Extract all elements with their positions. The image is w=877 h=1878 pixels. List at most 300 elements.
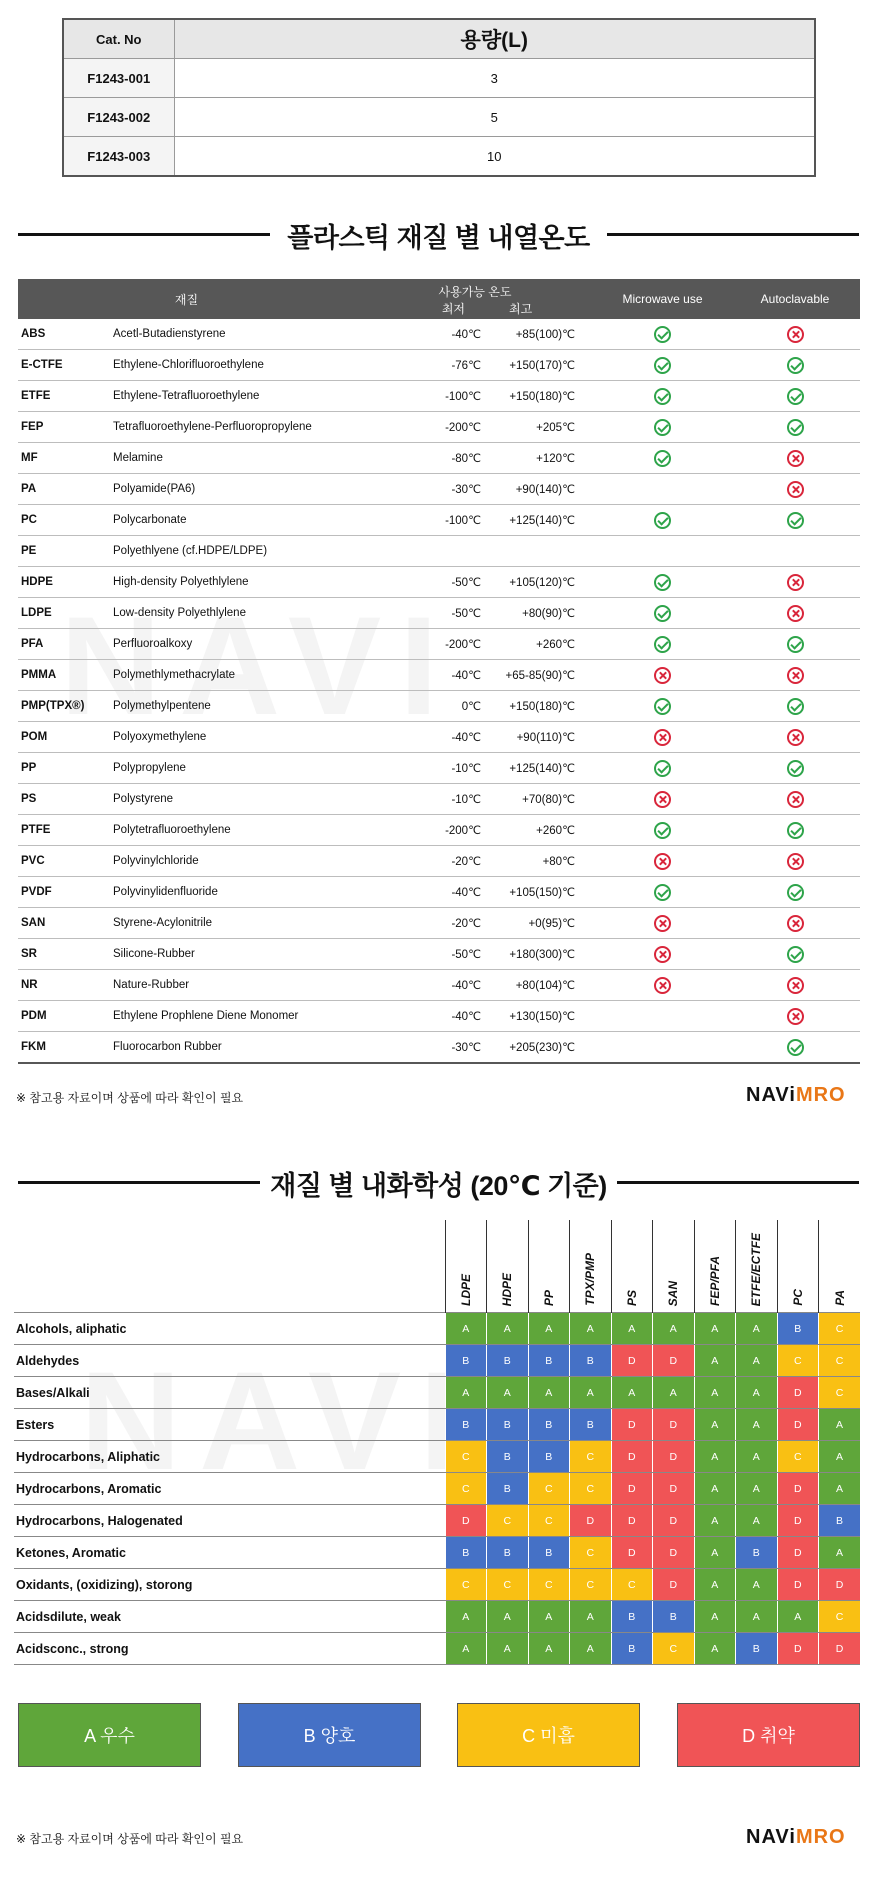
heat-row [18,598,860,629]
material-name: Ethylene-Chlorifluoroethylene [113,350,355,381]
grade-cell: C [777,1345,819,1377]
material-abbr: PE [18,536,113,567]
check-icon [787,760,804,777]
material-name: Polyethlyene (cf.HDPE/LDPE) [113,536,355,567]
material-abbr: SR [18,939,113,970]
cross-icon [787,481,804,498]
microwave-cell [595,691,730,722]
cat-no-cell: F1243-001 [63,59,174,98]
autoclave-cell [730,784,860,815]
grade-cell: C [570,1441,612,1473]
material-abbr: ABS [18,319,113,350]
grade-cell: C [528,1569,570,1601]
grade-cell: D [777,1409,819,1441]
grade-cell: A [611,1377,653,1409]
check-icon [787,636,804,653]
min-temp: 0℃ [355,691,487,722]
grade-cell: C [819,1345,861,1377]
heat-row [18,970,860,1001]
check-icon [654,760,671,777]
chem-column-header [819,1220,861,1313]
check-icon [654,357,671,374]
microwave-cell [595,1001,730,1032]
grade-cell: B [611,1633,653,1665]
microwave-cell [595,753,730,784]
check-icon [654,698,671,715]
heat-row [18,877,860,908]
check-icon [787,822,804,839]
chemical-label: Hydrocarbons, Halogenated [14,1505,445,1537]
chemical-label: Ketones, Aromatic [14,1537,445,1569]
autoclave-cell [730,660,860,691]
autoclave-cell [730,846,860,877]
check-icon [654,388,671,405]
min-temp: -76℃ [355,350,487,381]
max-temp: +125(140)℃ [487,505,595,536]
grade-cell: A [570,1633,612,1665]
legend-grade-a: A 우수 [18,1703,201,1767]
material-abbr: PVC [18,846,113,877]
heat-row [18,846,860,877]
material-name: Silicone-Rubber [113,939,355,970]
chem-row [14,1601,860,1633]
material-name: Polystyrene [113,784,355,815]
cat-no-cell: F1243-002 [63,98,174,137]
grade-cell: C [445,1441,487,1473]
min-temp: -200℃ [355,815,487,846]
grade-cell: D [611,1473,653,1505]
grade-cell: D [653,1505,695,1537]
material-header: 재질 [18,279,355,319]
microwave-cell [595,846,730,877]
capacity-cell: 10 [174,137,815,177]
grade-cell: C [819,1377,861,1409]
material-abbr: POM [18,722,113,753]
max-temp: +70(80)℃ [487,784,595,815]
cross-icon [654,853,671,870]
grade-cell: A [570,1313,612,1345]
grade-cell: A [694,1377,736,1409]
min-temp: -10℃ [355,753,487,784]
grade-cell: B [570,1345,612,1377]
autoclave-cell [730,598,860,629]
check-icon [787,946,804,963]
min-temp: -30℃ [355,474,487,505]
grade-cell: A [487,1313,529,1345]
min-temp: -50℃ [355,598,487,629]
min-label: 최저 [441,302,465,316]
chem-row [14,1537,860,1569]
min-temp: -40℃ [355,1001,487,1032]
material-name: Acetl-Butadienstyrene [113,319,355,350]
min-temp [355,536,487,567]
material-abbr: PS [18,784,113,815]
heat-row [18,567,860,598]
cross-icon [654,791,671,808]
microwave-cell [595,319,730,350]
grade-cell: C [445,1473,487,1505]
min-temp: -80℃ [355,443,487,474]
heat-row [18,722,860,753]
heat-row [18,536,860,567]
max-temp: +150(180)℃ [487,381,595,412]
check-icon [654,574,671,591]
grade-cell: B [487,1409,529,1441]
cross-icon [787,605,804,622]
grade-cell: C [819,1601,861,1633]
material-name: Nature-Rubber [113,970,355,1001]
chem-column-label: PS [624,1289,639,1306]
cat-row [63,98,815,137]
chem-column-label: HDPE [500,1272,515,1306]
cross-icon [787,977,804,994]
grade-cell: B [487,1441,529,1473]
cat-no-cell: F1243-003 [63,137,174,177]
max-label: 최고 [509,302,533,316]
check-icon [787,357,804,374]
material-abbr: PDM [18,1001,113,1032]
autoclave-cell [730,908,860,939]
material-name: Polyvinylidenfluoride [113,877,355,908]
cross-icon [787,853,804,870]
chemical-label: Oxidants, (oxidizing), storong [14,1569,445,1601]
microwave-cell [595,350,730,381]
grade-cell: A [694,1569,736,1601]
chem-row [14,1633,860,1665]
cat-row [63,59,815,98]
autoclave-cell [730,412,860,443]
capacity-cell: 5 [174,98,815,137]
grade-cell: B [528,1537,570,1569]
grade-cell: A [445,1313,487,1345]
grade-cell: A [736,1473,778,1505]
chemical-resistance-table [14,1220,860,1665]
heat-section-heading [18,212,859,256]
min-temp: -40℃ [355,722,487,753]
microwave-cell [595,939,730,970]
grade-cell: C [487,1505,529,1537]
material-abbr: E-CTFE [18,350,113,381]
material-abbr: PTFE [18,815,113,846]
heat-row [18,1001,860,1032]
grade-cell: A [487,1377,529,1409]
check-icon [787,698,804,715]
grade-cell: A [694,1537,736,1569]
chemical-label: Acidsconc., strong [14,1633,445,1665]
grade-cell: A [487,1633,529,1665]
min-temp: -40℃ [355,877,487,908]
chemical-label: Hydrocarbons, Aliphatic [14,1441,445,1473]
grade-cell: B [487,1473,529,1505]
microwave-cell [595,660,730,691]
microwave-cell [595,784,730,815]
grade-cell: A [736,1505,778,1537]
grade-cell: A [694,1601,736,1633]
material-name: Fluorocarbon Rubber [113,1032,355,1064]
grade-cell: B [487,1537,529,1569]
legend-grade-b: B 양호 [238,1703,421,1767]
heat-row [18,691,860,722]
grade-cell: A [445,1377,487,1409]
check-icon [654,636,671,653]
grade-cell: D [611,1537,653,1569]
chemical-label: Acidsdilute, weak [14,1601,445,1633]
grade-cell: A [694,1441,736,1473]
cross-icon [787,450,804,467]
material-abbr: PVDF [18,877,113,908]
grade-cell: A [777,1601,819,1633]
min-temp: -20℃ [355,908,487,939]
material-name: Styrene-Acylonitrile [113,908,355,939]
material-name: High-density Polyethlylene [113,567,355,598]
grade-cell: A [819,1473,861,1505]
material-name: Polyvinylchloride [113,846,355,877]
grade-cell: A [736,1313,778,1345]
max-temp: +120℃ [487,443,595,474]
check-icon [654,450,671,467]
check-icon [787,419,804,436]
grade-cell: D [777,1633,819,1665]
autoclave-cell [730,319,860,350]
heat-row [18,1032,860,1064]
chemical-label: Hydrocarbons, Aromatic [14,1473,445,1505]
material-abbr: PMP(TPX®) [18,691,113,722]
min-temp: -40℃ [355,660,487,691]
grade-cell: B [736,1537,778,1569]
autoclave-cell [730,350,860,381]
grade-cell: B [445,1409,487,1441]
grade-cell: D [611,1345,653,1377]
grade-cell: D [777,1537,819,1569]
grade-cell: C [819,1313,861,1345]
max-temp: +260℃ [487,629,595,660]
check-icon [787,1039,804,1056]
min-temp: -200℃ [355,412,487,443]
max-temp: +205(230)℃ [487,1032,595,1064]
material-abbr: MF [18,443,113,474]
grade-cell: C [570,1473,612,1505]
min-temp: -100℃ [355,381,487,412]
grade-cell: B [611,1601,653,1633]
microwave-cell [595,381,730,412]
grade-cell: D [653,1537,695,1569]
material-abbr: FKM [18,1032,113,1064]
grade-cell: C [487,1569,529,1601]
heat-row [18,381,860,412]
chem-note: ※ 참고용 자료이며 상품에 따라 확인이 필요 [16,1832,244,1846]
min-temp: -100℃ [355,505,487,536]
grade-cell: B [487,1345,529,1377]
autoclave-cell [730,939,860,970]
grade-cell: C [653,1633,695,1665]
microwave-cell [595,567,730,598]
autoclave-cell [730,722,860,753]
material-abbr: ETFE [18,381,113,412]
grade-cell: A [694,1633,736,1665]
material-name: Melamine [113,443,355,474]
check-icon [654,822,671,839]
chem-column-label: TPX/PMP [583,1253,598,1306]
autoclave-cell [730,970,860,1001]
grade-cell: C [777,1441,819,1473]
navimro-logo: NAViMRO [746,1826,846,1848]
heat-title: 플라스틱 재질 별 내열온도 [287,223,590,253]
grade-cell: D [570,1505,612,1537]
cross-icon [787,1008,804,1025]
chemical-label: Esters [14,1409,445,1441]
grade-cell: B [445,1345,487,1377]
microwave-cell [595,443,730,474]
autoclave-cell [730,877,860,908]
autoclave-cell [730,1032,860,1064]
legend-grade-d: D 취약 [677,1703,860,1767]
grade-cell: A [653,1377,695,1409]
max-temp: +180(300)℃ [487,939,595,970]
grade-cell: D [819,1569,861,1601]
max-temp: +205℃ [487,412,595,443]
chemical-label: Bases/Alkali [14,1377,445,1409]
microwave-cell [595,722,730,753]
microwave-cell [595,970,730,1001]
cross-icon [787,667,804,684]
max-temp: +90(110)℃ [487,722,595,753]
min-temp: -50℃ [355,567,487,598]
cat-no-header: Cat. No [63,19,174,59]
grade-cell: B [653,1601,695,1633]
material-abbr: SAN [18,908,113,939]
navimro-logo: NAViMRO [746,1084,846,1106]
autoclave-header: Autoclavable [730,279,860,319]
autoclave-cell [730,1001,860,1032]
grade-cell: D [777,1505,819,1537]
max-temp: +150(170)℃ [487,350,595,381]
material-name: Low-density Polyethlylene [113,598,355,629]
grade-cell: D [653,1441,695,1473]
grade-cell: A [570,1601,612,1633]
material-name: Ethylene-Tetrafluoroethylene [113,381,355,412]
cross-icon [787,326,804,343]
heat-row [18,784,860,815]
grade-cell: C [445,1569,487,1601]
check-icon [654,512,671,529]
autoclave-cell [730,443,860,474]
material-name: Polypropylene [113,753,355,784]
chem-column-header [528,1220,570,1313]
grade-cell: A [445,1633,487,1665]
heat-row [18,474,860,505]
grade-cell: C [570,1537,612,1569]
autoclave-cell [730,691,860,722]
material-abbr: FEP [18,412,113,443]
autoclave-cell [730,567,860,598]
grade-cell: B [777,1313,819,1345]
max-temp [487,536,595,567]
check-icon [654,419,671,436]
max-temp: +90(140)℃ [487,474,595,505]
max-temp: +105(150)℃ [487,877,595,908]
microwave-cell [595,1032,730,1064]
grade-cell: A [819,1537,861,1569]
grade-cell: A [528,1633,570,1665]
grade-cell: A [736,1377,778,1409]
microwave-cell [595,474,730,505]
grade-cell: B [736,1633,778,1665]
check-icon [654,884,671,901]
chem-row [14,1377,860,1409]
min-temp: -50℃ [355,939,487,970]
autoclave-cell [730,753,860,784]
microwave-cell [595,629,730,660]
chem-column-header [777,1220,819,1313]
material-name: Polymethylpentene [113,691,355,722]
max-temp: +150(180)℃ [487,691,595,722]
heat-row [18,443,860,474]
max-temp: +85(100)℃ [487,319,595,350]
grade-cell: D [611,1505,653,1537]
material-name: Polyoxymethylene [113,722,355,753]
heat-row [18,815,860,846]
heat-row [18,629,860,660]
chemical-label: Alcohols, aliphatic [14,1313,445,1345]
microwave-cell [595,908,730,939]
material-name: Polycarbonate [113,505,355,536]
min-temp: -40℃ [355,970,487,1001]
grade-cell: A [487,1601,529,1633]
chem-column-label: PC [790,1289,805,1306]
cross-icon [787,915,804,932]
max-temp: +65-85(90)℃ [487,660,595,691]
grade-cell: A [528,1313,570,1345]
material-abbr: PA [18,474,113,505]
autoclave-cell [730,474,860,505]
min-temp: -20℃ [355,846,487,877]
chem-column-label: PA [832,1290,847,1306]
grade-cell: D [653,1473,695,1505]
grade-cell: A [694,1313,736,1345]
chem-corner [14,1220,445,1313]
grade-cell: B [528,1409,570,1441]
grade-cell: A [570,1377,612,1409]
max-temp: +80℃ [487,846,595,877]
check-icon [654,326,671,343]
microwave-cell [595,536,730,567]
cross-icon [654,667,671,684]
chem-column-header [611,1220,653,1313]
max-temp: +125(140)℃ [487,753,595,784]
chem-row [14,1505,860,1537]
autoclave-cell [730,536,860,567]
heat-row [18,350,860,381]
material-name: Polymethlymethacrylate [113,660,355,691]
heat-row [18,319,860,350]
legend-grade-c: C 미흡 [457,1703,640,1767]
min-temp: -30℃ [355,1032,487,1064]
heat-resistance-table [18,279,860,1064]
chem-column-header [445,1220,487,1313]
grade-cell: D [653,1345,695,1377]
heat-row [18,753,860,784]
chem-column-label: PP [541,1289,556,1306]
cat-row [63,137,815,177]
chem-row [14,1409,860,1441]
microwave-cell [595,815,730,846]
microwave-cell [595,877,730,908]
grade-cell: A [694,1473,736,1505]
chem-column-header [487,1220,529,1313]
grade-cell: A [736,1345,778,1377]
chem-column-header [570,1220,612,1313]
chemical-label: Aldehydes [14,1345,445,1377]
